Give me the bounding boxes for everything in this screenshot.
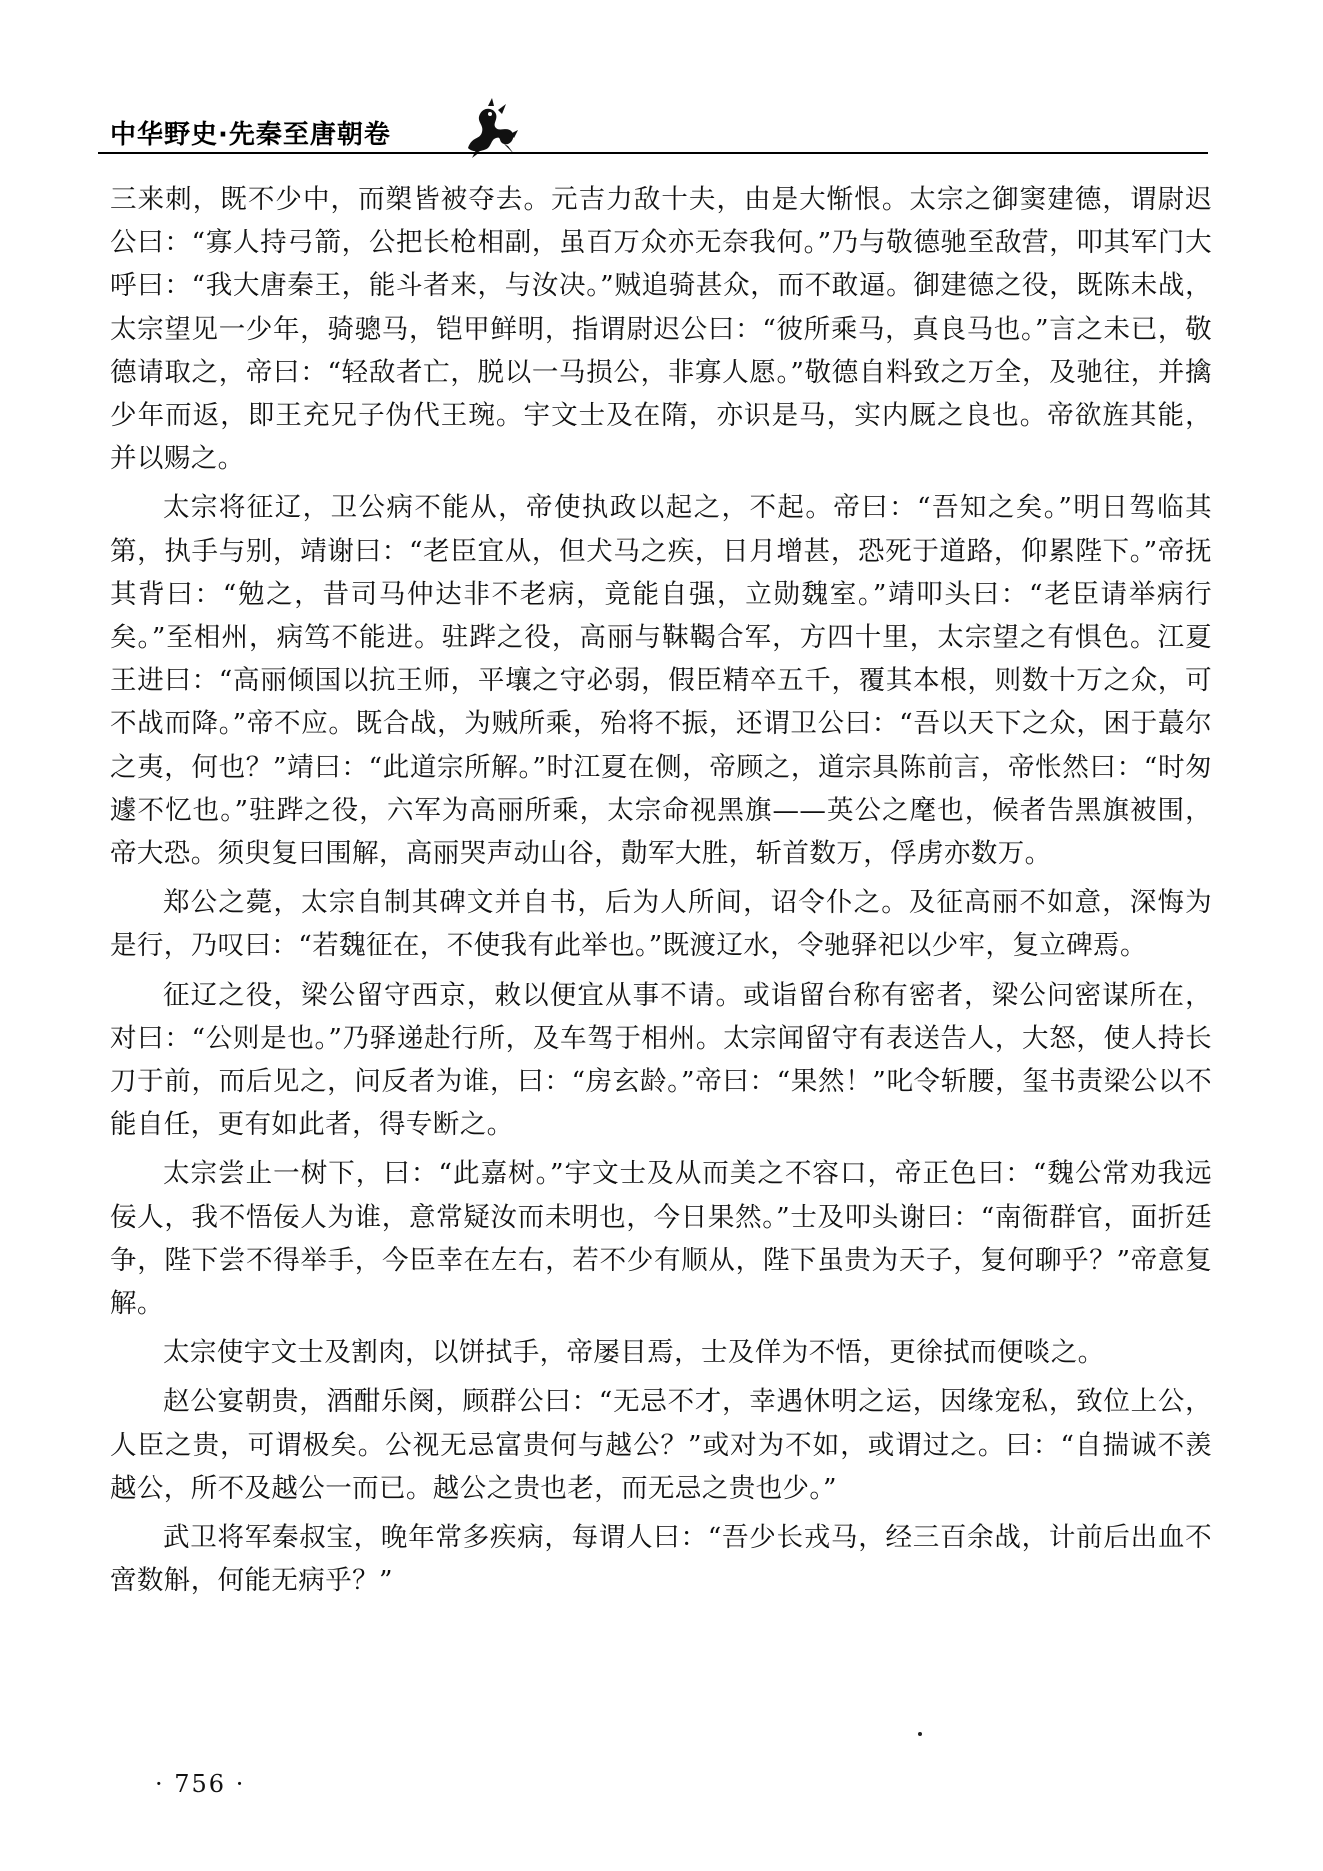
paragraph: 赵公宴朝贵，酒酣乐阕，顾群公曰：“无忌不才，幸遇休明之运，因缘宠私，致位上公，人臣之贵，可谓极矣。公视无忌富贵何与越公？”或对为不如，或谓过之。曰：“自揣诚不羡越公，所不及越公一而已。越公之贵也老，而无忌之贵也少。” <box>110 1386 1212 1504</box>
book-title: 中华野史·先秦至唐朝卷 <box>110 120 391 150</box>
paragraph: 太宗尝止一树下，曰：“此嘉树。”宇文士及从而美之不容口，帝正色曰：“魏公常劝我远佞人，我不悟佞人为谁，意常疑汝而未明也，今日果然。”士及叩头谢曰：“南衙群官，面折廷争，陛下尝不得举手，今臣幸在左右，若不少有顺从，陛下虽贵为天子，复何聊乎？”帝意复解。 <box>110 1158 1212 1320</box>
page-number: · 756 · <box>155 1770 246 1798</box>
dragon-emblem-icon <box>458 96 522 160</box>
running-header <box>98 92 1208 162</box>
paragraph-continued: 三来刺，既不少中，而槊皆被夺去。元吉力敌十夫，由是大惭恨。太宗之御窦建德，谓尉迟公曰：“寡人持弓箭，公把长枪相副，虽百万众亦无奈我何。”乃与敬德驰至敌营，叩其军门大呼曰：“我大唐秦王，能斗者来，与汝决。”贼追骑甚众，而不敢逼。御建德之役，既陈未战，太宗望见一少年，骑骢马，铠甲鲜明，指谓尉迟公曰：“彼所乘马，真良马也。”言之未已，敬德请取之，帝曰：“轻敌者亡，脱以一马损公，非寡人愿。”敬德自料致之万全，及驰往，并擒少年而返，即王充兄子伪代王琬。宇文士及在隋，亦识是马，实内厩之良也。帝欲旌其能，并以赐之。 <box>110 184 1212 475</box>
paragraph: 郑公之薨，太宗自制其碑文并自书，后为人所间，诏令仆之。及征高丽不如意，深悔为是行，乃叹曰：“若魏征在，不使我有此举也。”既渡辽水，令驰驿祀以少牢，复立碑焉。 <box>110 887 1212 962</box>
header-divider <box>98 152 1208 154</box>
print-speck <box>918 1732 922 1736</box>
main-text <box>110 178 1212 1603</box>
paragraph: 征辽之役，梁公留守西京，敕以便宜从事不请。或诣留台称有密者，梁公问密谋所在，对曰：“公则是也。”乃驿递赴行所，及车驾于相州。太宗闻留守有表送告人，大怒，使人持长刀于前，而后见之，问反者为谁，曰：“房玄龄。”帝曰：“果然！”叱令斩腰，玺书责梁公以不能自任，更有如此者，得专断之。 <box>110 979 1212 1141</box>
paragraph: 太宗将征辽，卫公病不能从，帝使执政以起之，不起。帝曰：“吾知之矣。”明日驾临其第，执手与别，靖谢曰：“老臣宜从，但犬马之疾，日月增甚，恐死于道路，仰累陛下。”帝抚其背曰：“勉之，昔司马仲达非不老病，竟能自强，立勋魏室。”靖叩头曰：“老臣请举病行矣。”至相州，病笃不能进。驻跸之役，高丽与靺鞨合军，方四十里，太宗望之有惧色。江夏王进曰：“高丽倾国以抗王师，平壤之守必弱，假臣精卒五千，覆其本根，则数十万之众，可不战而降。”帝不应。既合战，为贼所乘，殆将不振，还谓卫公曰：“吾以天下之众，困于蕞尔之夷，何也？”靖曰：“此道宗所解。”时江夏在侧，帝顾之，道宗具陈前言，帝怅然曰：“时匆遽不忆也。”驻跸之役，六军为高丽所乘，太宗命视黑旗——英公之麾也，候者告黑旗被围，帝大恐。须臾复曰围解，高丽哭声动山谷，勣军大胜，斩首数万，俘虏亦数万。 <box>110 492 1212 870</box>
paragraph: 武卫将军秦叔宝，晚年常多疾病，每谓人曰：“吾少长戎马，经三百余战，计前后出血不啻数斛，何能无病乎？” <box>110 1522 1212 1597</box>
paragraph: 太宗使宇文士及割肉，以饼拭手，帝屡目焉，士及佯为不悟，更徐拭而便啖之。 <box>163 1337 1105 1369</box>
